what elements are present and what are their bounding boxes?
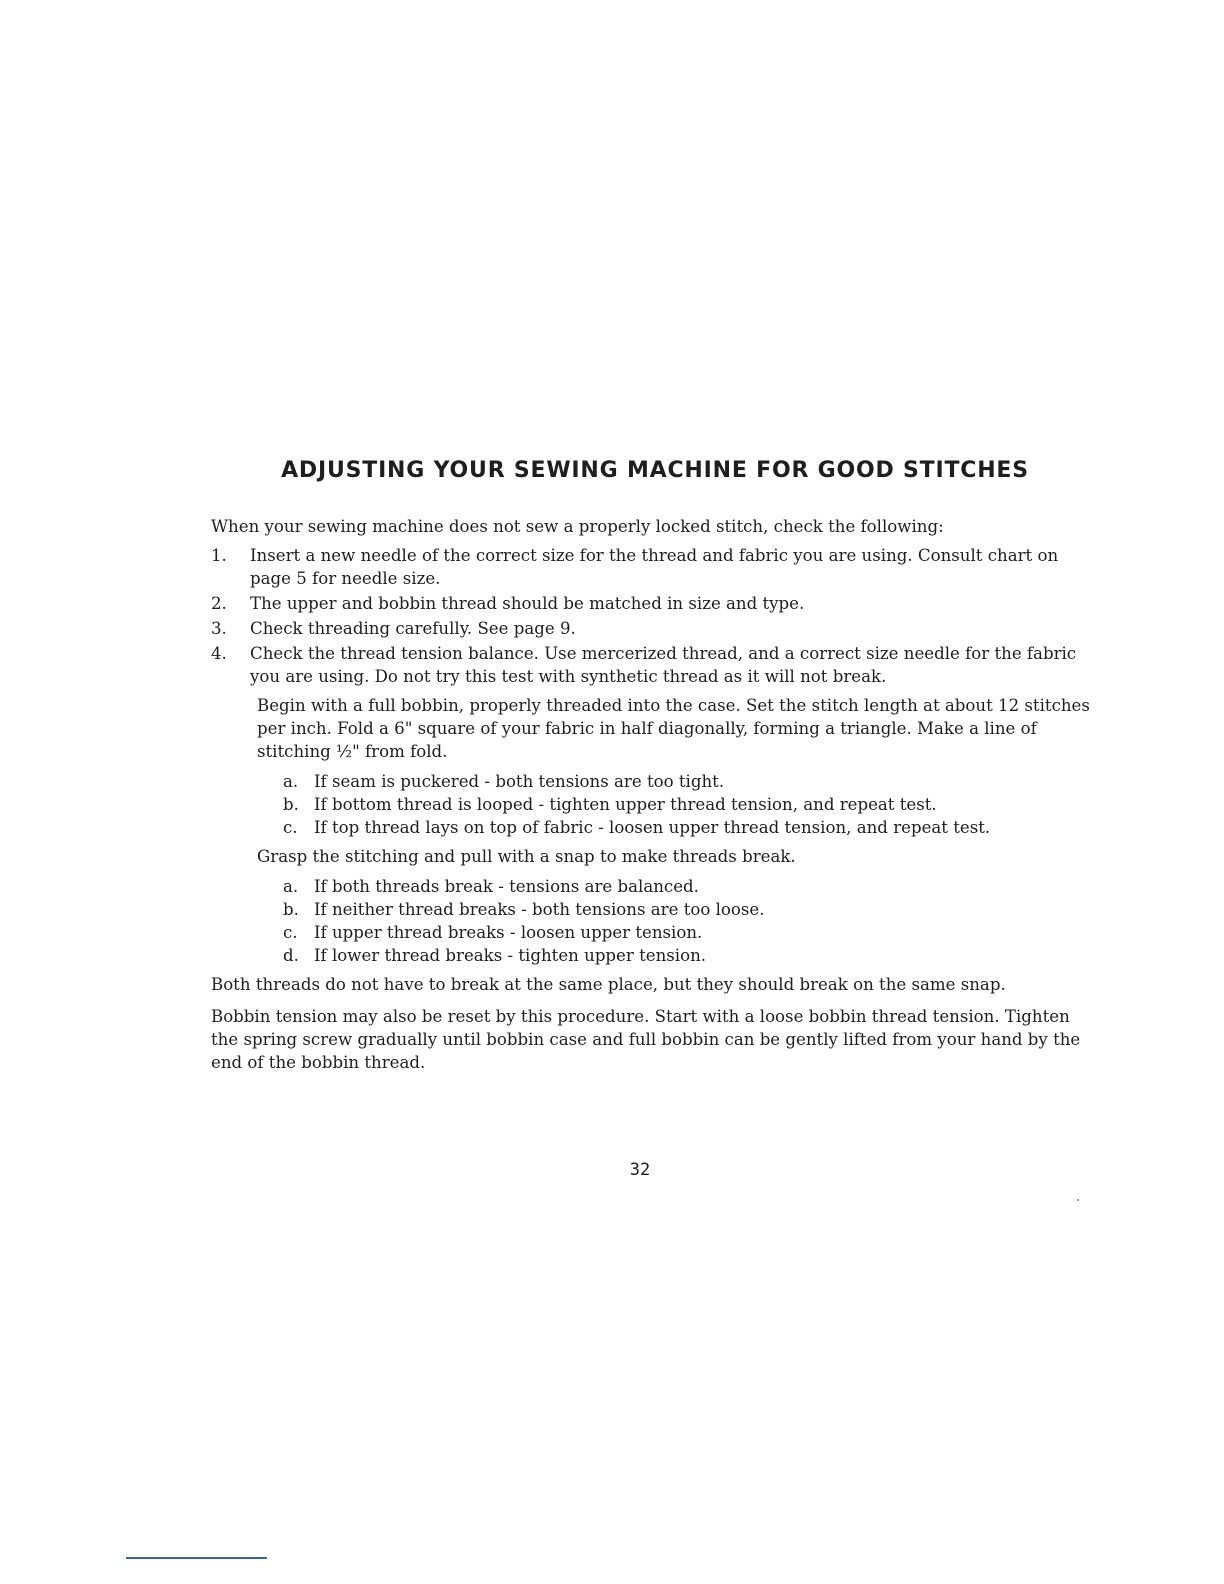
intro-paragraph: When your sewing machine does not sew a properly locked stitch, check the following:: [211, 517, 944, 536]
page-number: 32: [629, 1160, 651, 1180]
body-content: [211, 515, 1101, 1074]
item-number: 2.: [211, 594, 227, 613]
page-title: ADJUSTING YOUR SEWING MACHINE FOR GOOD STITCHES: [281, 458, 1029, 483]
list-item: [283, 816, 1101, 839]
list-item: [283, 875, 1101, 898]
item-text: If seam is puckered - both tensions are too tight.: [314, 772, 725, 791]
item-number: 4.: [211, 644, 227, 663]
item-text: Check the thread tension balance. Use mercerized thread, and a correct size needle for the fabric you are using. Do not try this test with synthetic thread as it will not break.: [250, 644, 1077, 686]
item-letter: b.: [283, 795, 299, 814]
list-item: [283, 921, 1101, 944]
item-letter: a.: [283, 877, 299, 896]
item-text: If top thread lays on top of fabric - loosen upper thread tension, and repeat test.: [314, 818, 991, 837]
checklist: [211, 544, 1101, 688]
item-number: 3.: [211, 619, 227, 638]
list-item: [211, 642, 1101, 688]
item-letter: d.: [283, 946, 299, 965]
item-text: The upper and bobbin thread should be matched in size and type.: [250, 594, 805, 613]
item-letter: a.: [283, 772, 299, 791]
test-instructions: Begin with a full bobbin, properly threaded into the case. Set the stitch length at about 12 stitches per inch. Fold a 6" square of your fabric in half diagonally, forming a triangle. Make a line of stitching ½" from fold.: [257, 696, 1090, 761]
item-letter: b.: [283, 900, 299, 919]
list-item: [211, 544, 1101, 590]
item-text: If both threads break - tensions are balanced.: [314, 877, 699, 896]
bobbin-tension-paragraph: Bobbin tension may also be reset by this procedure. Start with a loose bobbin thread tension. Tighten the spring screw gradually until bobbin case and full bobbin can be gently lifted from your hand by the end of the bobbin thread.: [211, 1007, 1081, 1072]
footer-rule: [126, 1557, 267, 1559]
item-text: If neither thread breaks - both tensions are too loose.: [314, 900, 765, 919]
both-threads-paragraph: Both threads do not have to break at the same place, but they should break on the same snap.: [211, 975, 1006, 994]
item-text: If lower thread breaks - tighten upper tension.: [314, 946, 707, 965]
item-text: Insert a new needle of the correct size for the thread and fabric you are using. Consult chart on page 5 for needle size.: [250, 546, 1059, 588]
item-letter: c.: [283, 818, 298, 837]
scan-speck: [1077, 1199, 1079, 1201]
list-item: [211, 592, 1101, 615]
item-text: Check threading carefully. See page 9.: [250, 619, 576, 638]
list-item: [283, 770, 1101, 793]
item-text: If bottom thread is looped - tighten upper thread tension, and repeat test.: [314, 795, 937, 814]
list-item: [283, 793, 1101, 816]
item-letter: c.: [283, 923, 298, 942]
list-item: [283, 944, 1101, 967]
test-results-list: [283, 770, 1101, 839]
list-item: [211, 617, 1101, 640]
list-item: [283, 898, 1101, 921]
item-number: 1.: [211, 546, 227, 565]
item-text: If upper thread breaks - loosen upper tension.: [314, 923, 703, 942]
snap-instructions: Grasp the stitching and pull with a snap to make threads break.: [257, 847, 796, 866]
snap-results-list: [283, 875, 1101, 967]
